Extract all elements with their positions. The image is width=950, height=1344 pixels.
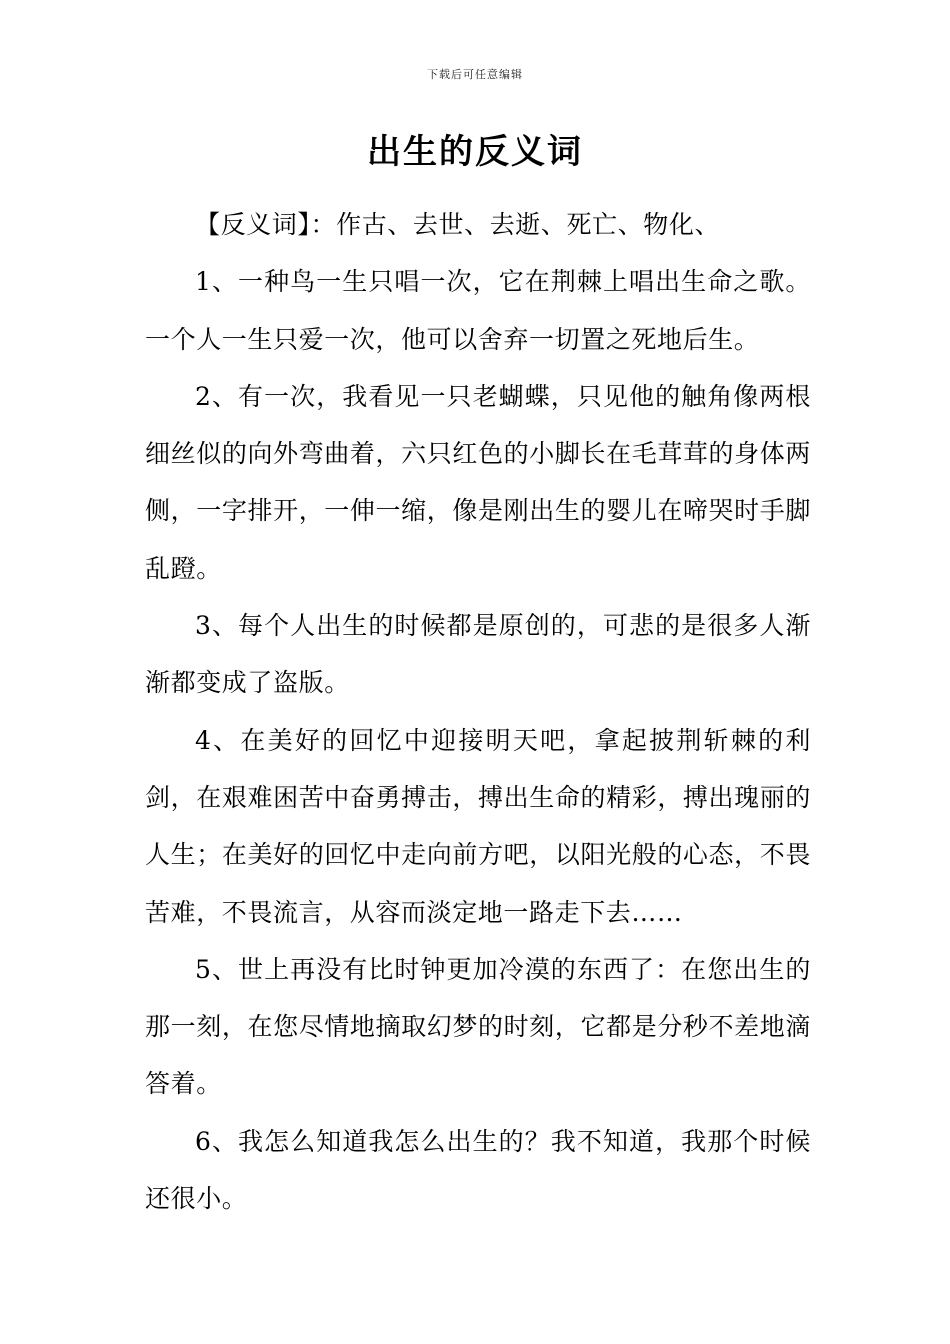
example-paragraph-4: 4、在美好的回忆中迎接明天吧，拿起披荆斩棘的利剑，在艰难困苦中奋勇搏击，搏出生命的精彩，搏出瑰丽的人生；在美好的回忆中走向前方吧，以阳光般的心态，不畏苦难，不畏流言，从容而淡定地一路走下去…… — [145, 725, 811, 927]
header-note: 下载后可任意编辑 — [427, 68, 523, 81]
example-paragraph-2: 2、有一次，我看见一只老蝴蝶，只见他的触角像两根细丝似的向外弯曲着，六只红色的小脚长在毛茸茸的身体两侧，一字排开，一伸一缩，像是刚出生的婴儿在啼哭时手脚乱蹬。 — [145, 381, 811, 583]
example-paragraph-3: 3、每个人出生的时候都是原创的，可悲的是很多人渐渐都变成了盗版。 — [145, 611, 811, 698]
example-paragraph-5: 5、世上再没有比时钟更加冷漠的东西了：在您出生的那一刻，在您尽情地摘取幻梦的时刻，它都是分秒不差地滴答着。 — [145, 954, 811, 1099]
document-title: 出生的反义词 — [367, 132, 583, 172]
antonym-list-paragraph: 【反义词】：作古、去世、去逝、死亡、物化、 — [195, 210, 721, 239]
document-body — [145, 196, 811, 1227]
example-paragraph-1: 1、一种鸟一生只唱一次，它在荆棘上唱出生命之歌。一个人一生只爱一次，他可以舍弃一切置之死地后生。 — [145, 267, 811, 354]
example-paragraph-6: 6、我怎么知道我怎么出生的？我不知道，我那个时候还很小。 — [145, 1126, 811, 1214]
